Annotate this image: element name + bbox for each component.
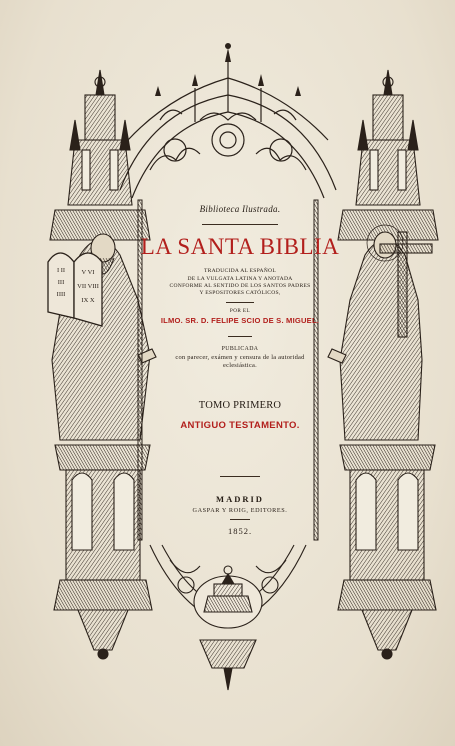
por-el-label: POR EL — [229, 308, 251, 314]
publication-year: 1852. — [227, 526, 253, 536]
right-pedestal — [338, 445, 436, 659]
divider-rule — [220, 476, 260, 477]
divider-rule — [230, 519, 250, 520]
left-pedestal — [54, 445, 152, 659]
author-name: ILMO. SR. D. FELIPE SCIO DE S. MIGUEL. — [160, 316, 320, 325]
publisher-name: GASPAR Y ROIG, EDITORES. — [192, 507, 288, 514]
book-title: LA SANTA BIBLIA — [140, 234, 340, 259]
translation-line: TRADUCIDA AL ESPAÑOL — [203, 268, 277, 274]
translation-line: CONFORME AL SENTIDO DE LOS SANTOS PADRES — [169, 283, 311, 289]
translation-line: Y ESPOSITORES CATÓLICOS, — [199, 290, 281, 296]
publication-line: PUBLICADA — [221, 346, 259, 352]
tablet-numeral: V VI — [81, 269, 95, 276]
tablet-numeral: IIII — [56, 291, 66, 298]
right-tower — [338, 70, 438, 240]
title-rule — [202, 224, 278, 225]
title-text-block — [140, 0, 340, 746]
divider-rule — [228, 336, 252, 337]
tablet-numeral: VII VIII — [77, 283, 99, 290]
volume-label: TOMO PRIMERO — [198, 400, 282, 411]
tablet-numeral: I II — [56, 267, 66, 274]
testament-label: ANTIGUO TESTAMENTO. — [180, 420, 300, 431]
publication-city: MADRID — [216, 494, 264, 504]
tablet-numeral: III — [57, 279, 65, 286]
tablet-numeral: IX X — [81, 297, 95, 304]
left-tower — [50, 70, 150, 240]
divider-rule — [226, 302, 254, 303]
publication-line: con parecer, exámen y censura de la autoridad — [175, 354, 305, 361]
series-name: Biblioteca Ilustrada. — [199, 204, 281, 214]
translation-line: DE LA VULGATA LATINA Y ANOTADA — [187, 276, 293, 282]
publication-line: eclesiástica. — [223, 362, 257, 369]
